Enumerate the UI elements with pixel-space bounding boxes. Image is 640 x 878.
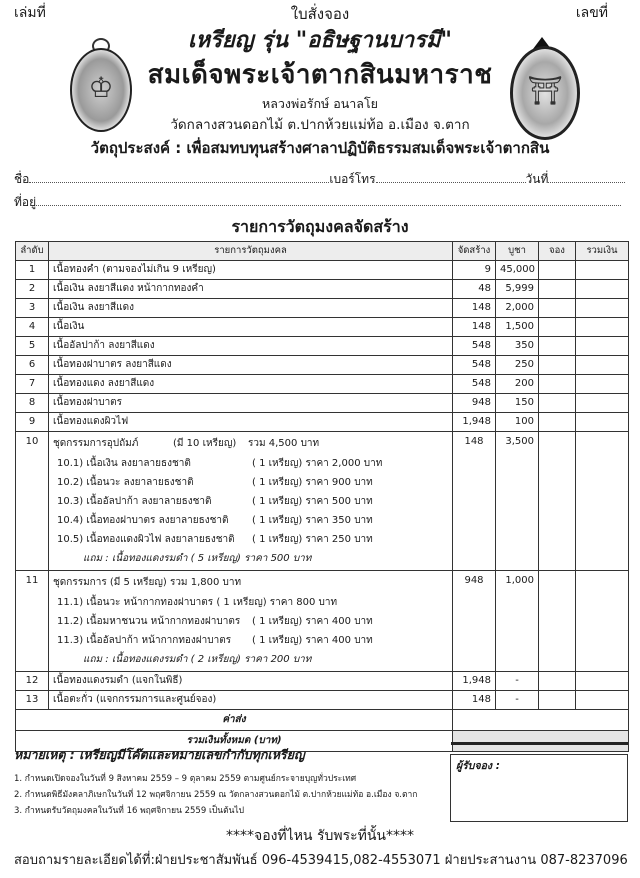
sub-item: 11.1) เนื้อนวะ หน้ากากทองฝาบาตร ( 1 เหรียญ) ราคา 800 บาท	[57, 597, 338, 608]
row-order-cell[interactable]	[539, 432, 576, 571]
grand-total-cell[interactable]	[453, 731, 629, 752]
king-title: สมเด็จพระเจ้าตากสินมหาราช	[147, 60, 493, 90]
row-qty: 148	[453, 691, 496, 710]
row-item: เนื้อเงิน ลงยาสีแดง หน้ากากทองคำ	[49, 280, 453, 299]
row-price: 100	[496, 413, 539, 432]
row-no: 3	[16, 299, 49, 318]
row-order-cell[interactable]	[539, 299, 576, 318]
table-header-row	[16, 242, 629, 261]
book-number-label: เล่มที่	[14, 5, 46, 21]
col-header-total: รวมเงิน	[576, 242, 629, 261]
row-qty: 9	[453, 261, 496, 280]
row-no: 6	[16, 356, 49, 375]
name-label: ชื่อ	[14, 172, 30, 186]
row-qty: 548	[453, 356, 496, 375]
table-row	[16, 299, 629, 318]
date-field[interactable]	[548, 172, 626, 183]
table-row-set-10	[16, 432, 629, 571]
address-label: ที่อยู่	[14, 195, 37, 209]
row-no: 10	[16, 432, 49, 571]
row-price: 150	[496, 394, 539, 413]
contact-info: สอบถามรายละเอียดได้ที่:ฝ่ายประชาสัมพันธ์ 096-4539415,082-4553071 ฝ่ายประสานงาน 087-8237096	[14, 853, 628, 868]
row-item: เนื้อทองคำ (ตามจองไม่เกิน 9 เหรียญ)	[49, 261, 453, 280]
grand-total-label: รวมเงินทั้งหมด (บาท)	[16, 731, 453, 752]
row-price: 1,500	[496, 318, 539, 337]
form-title: ใบสั่งจอง	[290, 5, 350, 23]
row-total-cell[interactable]	[576, 432, 629, 571]
row-price: -	[496, 691, 539, 710]
row-item: เนื้อทองฝาบาตร	[49, 394, 453, 413]
row-order-cell[interactable]	[539, 261, 576, 280]
row-price: 1,000	[496, 571, 539, 672]
row-total-cell[interactable]	[576, 375, 629, 394]
set-10-gift: แถม : เนื้อทองแดงรมดำ ( 5 เหรียญ) ราคา 500 บาท	[83, 553, 312, 564]
row-qty: 148	[453, 432, 496, 571]
sub-item: 10.2) เนื้อนวะ ลงยาลายธงชาติ ( 1 เหรียญ) ราคา 900 บาท	[57, 477, 373, 488]
col-header-order: จอง	[539, 242, 576, 261]
set-10-count: (มี 10 เหรียญ)	[173, 438, 237, 449]
row-total-cell[interactable]	[576, 356, 629, 375]
temple-address: วัดกลางสวนดอกไม้ ต.ปากห้วยแม่ท้อ อ.เมือง จ.ตาก	[170, 117, 470, 133]
row-no: 11	[16, 571, 49, 672]
row-no: 2	[16, 280, 49, 299]
note-title: หมายเหตุ : เหรียญมีโค๊ตและหมายเลขกำกับทุกเหรียญ	[14, 747, 305, 762]
row-total-cell[interactable]	[576, 413, 629, 432]
row-price: 3,500	[496, 432, 539, 571]
note-item: 1. กำหนดเปิดจองในวันที่ 9 สิงหาคม 2559 – 9 ตุลาคม 2559 ตามศูนย์กระจายบุญทั่วประเทศ	[14, 774, 357, 784]
row-no: 1	[16, 261, 49, 280]
table-row	[16, 413, 629, 432]
row-order-cell[interactable]	[539, 672, 576, 691]
sub-item: 11.2) เนื้อมหาชนวน หน้ากากทองฝาบาตร ( 1 เหรียญ) ราคา 400 บาท	[57, 616, 373, 627]
row-no: 8	[16, 394, 49, 413]
row-item: เนื้อเงิน	[49, 318, 453, 337]
row-item: เนื้อทองแดงรมดำ (แจกในพิธี)	[49, 672, 453, 691]
row-total-cell[interactable]	[576, 318, 629, 337]
notes-list	[14, 771, 444, 819]
row-no: 12	[16, 672, 49, 691]
table-row	[16, 691, 629, 710]
shipping-amount-cell[interactable]	[453, 710, 629, 731]
date-label: วันที่	[525, 172, 549, 186]
row-qty: 48	[453, 280, 496, 299]
row-order-cell[interactable]	[539, 375, 576, 394]
purpose-statement: วัตถุประสงค์ : เพื่อสมทบทุนสร้างศาลาปฏิบัติธรรมสมเด็จพระเจ้าตากสิน	[90, 139, 550, 157]
row-price: -	[496, 672, 539, 691]
row-order-cell[interactable]	[539, 691, 576, 710]
items-table	[15, 241, 629, 752]
name-field[interactable]	[29, 172, 329, 183]
sub-item: 10.3) เนื้ออัลปาก้า ลงยาลายธงชาติ ( 1 เหรียญ) ราคา 500 บาท	[57, 496, 373, 507]
phone-field[interactable]	[376, 172, 526, 183]
sub-item: 10.1) เนื้อเงิน ลงยาลายธงชาติ ( 1 เหรียญ) ราคา 2,000 บาท	[57, 458, 383, 469]
set-10-title: ชุดกรรมการอุปถัมภ์	[53, 438, 139, 449]
table-row	[16, 337, 629, 356]
row-price: 5,999	[496, 280, 539, 299]
sub-item: 10.5) เนื้อทองแดงผิวไฟ ลงยาลายธงชาติ ( 1 เหรียญ) ราคา 250 บาท	[57, 534, 373, 545]
row-qty: 148	[453, 299, 496, 318]
table-row	[16, 356, 629, 375]
table-row-set-11	[16, 571, 629, 672]
set-11-title: ชุดกรรมการ (มี 5 เหรียญ) รวม 1,800 บาท	[53, 577, 242, 588]
row-price: 200	[496, 375, 539, 394]
row-qty: 948	[453, 571, 496, 672]
row-total-cell[interactable]	[576, 672, 629, 691]
row-total-cell[interactable]	[576, 337, 629, 356]
table-row	[16, 672, 629, 691]
row-qty: 148	[453, 318, 496, 337]
row-item: เนื้อเงิน ลงยาสีแดง	[49, 299, 453, 318]
shipping-row	[16, 710, 629, 731]
row-item	[49, 571, 453, 672]
row-price: 2,000	[496, 299, 539, 318]
set-11-gift: แถม : เนื้อทองแดงรมดำ ( 2 เหรียญ) ราคา 200 บาท	[83, 654, 312, 665]
table-row	[16, 318, 629, 337]
row-order-cell[interactable]	[539, 337, 576, 356]
set-10-total: รวม 4,500 บาท	[248, 438, 320, 449]
row-item: เนื้ออัลปาก้า ลงยาสีแดง	[49, 337, 453, 356]
row-no: 7	[16, 375, 49, 394]
receiver-box[interactable]	[450, 754, 628, 822]
row-item: เนื้อทองแดงผิวไฟ	[49, 413, 453, 432]
set-10-heading	[53, 434, 448, 454]
slogan: ****จองที่ไหน รับพระที่นั้น****	[225, 828, 414, 844]
sub-item: 11.3) เนื้ออัลปาก้า หน้ากากทองฝาบาตร ( 1 เหรียญ) ราคา 400 บาท	[57, 635, 373, 646]
row-order-cell[interactable]	[539, 413, 576, 432]
document-number-label: เลขที่	[575, 5, 608, 21]
row-no: 13	[16, 691, 49, 710]
name-phone-date-line	[14, 170, 626, 188]
row-qty: 548	[453, 337, 496, 356]
row-no: 4	[16, 318, 49, 337]
table-row	[16, 375, 629, 394]
receiver-label: ผู้รับจอง :	[456, 760, 500, 772]
row-total-cell[interactable]	[576, 299, 629, 318]
row-total-cell[interactable]	[576, 280, 629, 299]
total-underline	[451, 742, 628, 745]
table-row	[16, 394, 629, 413]
sub-item: 10.4) เนื้อทองฝาบาตร ลงยาลายธงชาติ ( 1 เหรียญ) ราคา 350 บาท	[57, 515, 373, 526]
row-price: 45,000	[496, 261, 539, 280]
portrait-icon: ♔	[88, 71, 114, 104]
row-order-cell[interactable]	[539, 280, 576, 299]
note-item: 3. กำหนดรับวัตถุมงคลในวันที่ 16 พฤศจิกายน 2559 เป็นต้นไป	[14, 806, 245, 816]
row-no: 5	[16, 337, 49, 356]
row-no: 9	[16, 413, 49, 432]
table-row	[16, 280, 629, 299]
row-price: 350	[496, 337, 539, 356]
note-item: 2. กำหนดพิธีมังคลาภิเษกในวันที่ 12 พฤศจิกายน 2559 ณ วัดกลางสวนดอกไม้ ต.ปากห้วยแม่ท้อ อ.เมือง จ.ตาก	[14, 790, 418, 800]
row-item: เนื้อทองฝาบาตร ลงยาสีแดง	[49, 356, 453, 375]
row-qty: 1,948	[453, 413, 496, 432]
shipping-label: ค่าส่ง	[16, 710, 453, 731]
address-line	[14, 193, 626, 211]
medal-series-title: เหรียญ รุ่น "อธิษฐานบารมี"	[188, 27, 452, 53]
monk-name: หลวงพ่อรักษ์ อนาลโย	[261, 96, 379, 111]
item-list-title: รายการวัตถุมงคลจัดสร้าง	[231, 217, 409, 236]
row-total-cell[interactable]	[576, 394, 629, 413]
row-order-cell[interactable]	[539, 394, 576, 413]
row-order-cell[interactable]	[539, 318, 576, 337]
col-header-item: รายการวัตถุมงคล	[49, 242, 453, 261]
phone-label: เบอร์โทร	[329, 172, 376, 186]
col-header-no: ลำดับ	[16, 242, 49, 261]
row-order-cell[interactable]	[539, 571, 576, 672]
row-qty: 1,948	[453, 672, 496, 691]
row-qty: 948	[453, 394, 496, 413]
table-row	[16, 261, 629, 280]
row-qty: 548	[453, 375, 496, 394]
row-total-cell[interactable]	[576, 691, 629, 710]
row-price: 250	[496, 356, 539, 375]
col-header-price: บูชา	[496, 242, 539, 261]
row-item: เนื้อทองแดง ลงยาสีแดง	[49, 375, 453, 394]
emblem-icon: ⛩	[527, 74, 563, 107]
row-total-cell[interactable]	[576, 571, 629, 672]
col-header-qty: จัดสร้าง	[453, 242, 496, 261]
row-order-cell[interactable]	[539, 356, 576, 375]
row-item	[49, 432, 453, 571]
row-total-cell[interactable]	[576, 261, 629, 280]
address-field[interactable]	[36, 195, 621, 206]
row-item: เนื้อตะกั่ว (แจกกรรมการและศูนย์จอง)	[49, 691, 453, 710]
